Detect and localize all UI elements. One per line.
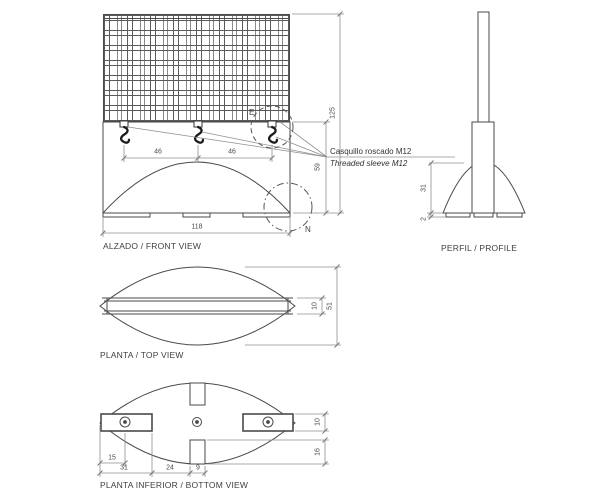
dim-label-width: 118 [191,223,203,231]
bottom-view-body [100,383,295,464]
dim-label-pad-height: 10 [314,418,322,426]
profile-view-body [443,12,525,217]
callout-threaded-sleeve-en: Threaded sleeve M12 [330,159,408,168]
profile-view-title: PERFIL / PROFILE [441,243,518,253]
dim-label-band-width: 10 [311,302,319,310]
top-view-body [100,267,295,345]
dim-label-depth: 51 [326,302,334,310]
callout-threaded-sleeve-es: Casquillo roscado M12 [330,147,412,156]
dim-label-foot-length: 16 [314,448,322,456]
dim-label-right-span: 46 [228,148,236,156]
dim-label-foot-width: 9 [196,464,200,472]
dim-label-hole-offset: 15 [108,454,116,462]
dim-label-total-height: 125 [329,107,337,119]
front-view-title: ALZADO / FRONT VIEW [103,241,202,251]
dim-label-dome-height: 31 [420,184,428,192]
dim-label-center-gap: 24 [166,464,174,472]
dim-label-left-span: 46 [154,148,162,156]
dim-label-body-height: 59 [314,163,322,171]
detail-label-n: N [305,225,311,234]
dim-label-pad-width: 31 [120,464,128,472]
top-view-title: PLANTA / TOP VIEW [100,350,184,360]
bottom-view-title: PLANTA INFERIOR / BOTTOM VIEW [100,480,249,490]
dim-label-foot-height: 2 [420,217,428,221]
detail-label-e: E [249,108,255,117]
